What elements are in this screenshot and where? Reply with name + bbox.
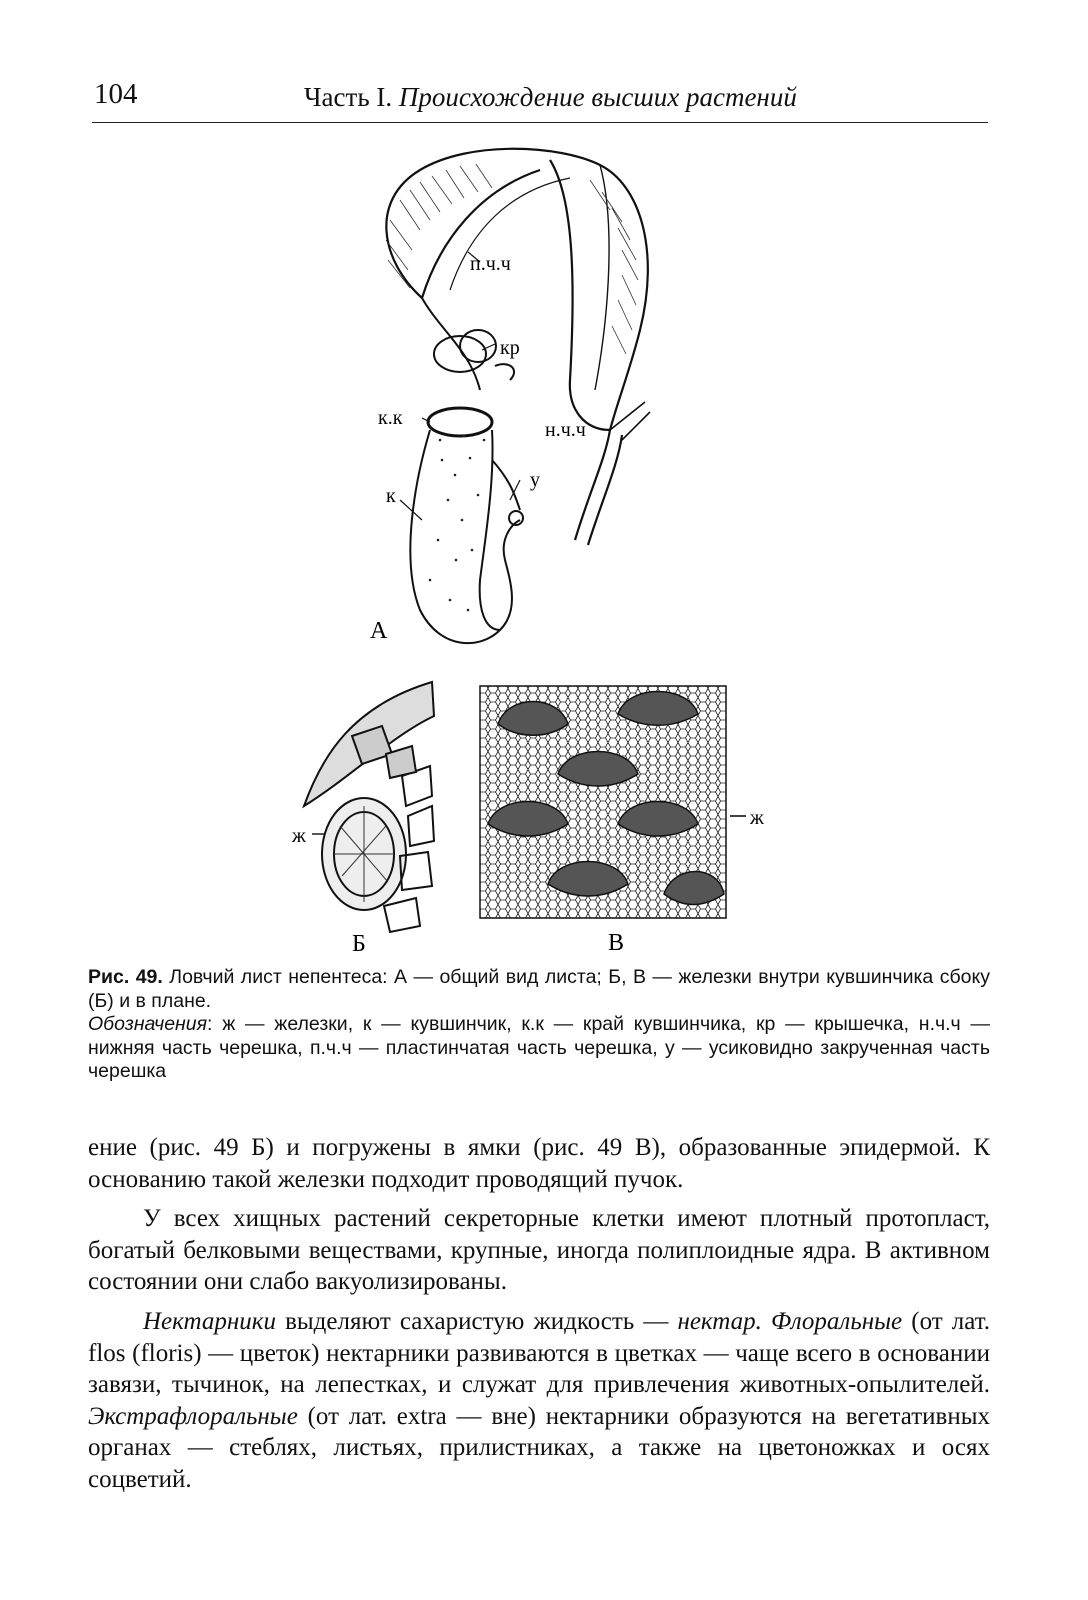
paragraph-1: ение (рис. 49 Б) и погружены в ямки (рис. 49 В), образованные эпидермой. К основанию такой железки подходит проводящий пучок. xyxy=(88,1134,990,1193)
term-nektarniki: Нектарники xyxy=(143,1307,276,1335)
caption-line1: Ловчий лист непентеса: А — общий вид листа; Б, В — железки внутри кувшинчика сбоку (Б) и в плане. xyxy=(88,966,990,1012)
figure-v-gland-plan xyxy=(478,684,790,956)
label-pchch: п.ч.ч xyxy=(470,253,511,275)
label-V: В xyxy=(608,930,625,956)
label-nchch: н.ч.ч xyxy=(545,419,586,441)
label-u: у xyxy=(530,469,540,491)
paragraph-3 xyxy=(88,1306,990,1496)
label-A: А xyxy=(370,618,388,644)
label-kk: к.к xyxy=(378,407,403,429)
part-label: Часть I. xyxy=(304,82,393,112)
caption-legend xyxy=(88,1013,990,1084)
paragraph-3-part: (от лат. flos (floris) — цветок) нектарники развиваются в цветках — чаще всего в основании завязи, тычинок, на лепестках, и служат для привлечения животных-опылителей. xyxy=(88,1307,990,1399)
label-k: к xyxy=(386,485,396,507)
label-B: Б xyxy=(352,931,366,956)
paragraph-3-part: выделяют сахаристую жидкость — xyxy=(275,1307,678,1335)
caption-title: Рис. 49. xyxy=(88,966,163,988)
paragraph-2: У всех хищных растений секреторные клетки имеют плотный протопласт, богатый белковыми веществами, крупные, иногда полиплоидные ядра. В активном состоянии они слабо вакуолизированы. xyxy=(88,1205,990,1296)
running-header xyxy=(92,78,988,123)
body-text xyxy=(88,1132,990,1504)
label-zh-v: ж xyxy=(750,807,764,829)
caption-legend-title: Обозначения xyxy=(88,1013,208,1035)
label-zh-b: ж xyxy=(292,825,306,847)
page-number: 104 xyxy=(94,78,138,110)
running-head-title xyxy=(304,82,797,113)
figure-a-pitcher-leaf xyxy=(360,140,680,660)
paragraph-3-part: (от лат. extra — вне) нектарники образуются на вегетативных органах — стеблях, листьях, прилистниках, а также на цветоножках и осях соцветий. xyxy=(88,1402,990,1493)
label-kr: кр xyxy=(500,337,520,359)
figure-caption xyxy=(88,966,990,1084)
figure-b-gland-side xyxy=(282,676,452,956)
term-ekstrafloralnye: Экстрафлоральные xyxy=(88,1402,298,1430)
term-nektar-floralnye: нектар. Флоральные xyxy=(677,1307,903,1335)
caption-main xyxy=(88,966,990,1013)
part-title: Происхождение высших растений xyxy=(398,82,797,112)
caption-legend-text: : ж — железки, к — кувшинчик, к.к — край кувшинчика, кр — крышечка, н.ч.ч — нижняя часть черешка, п.ч.ч — пластинчатая часть черешка, у — усиковидно закрученная часть черешка xyxy=(88,1013,990,1082)
